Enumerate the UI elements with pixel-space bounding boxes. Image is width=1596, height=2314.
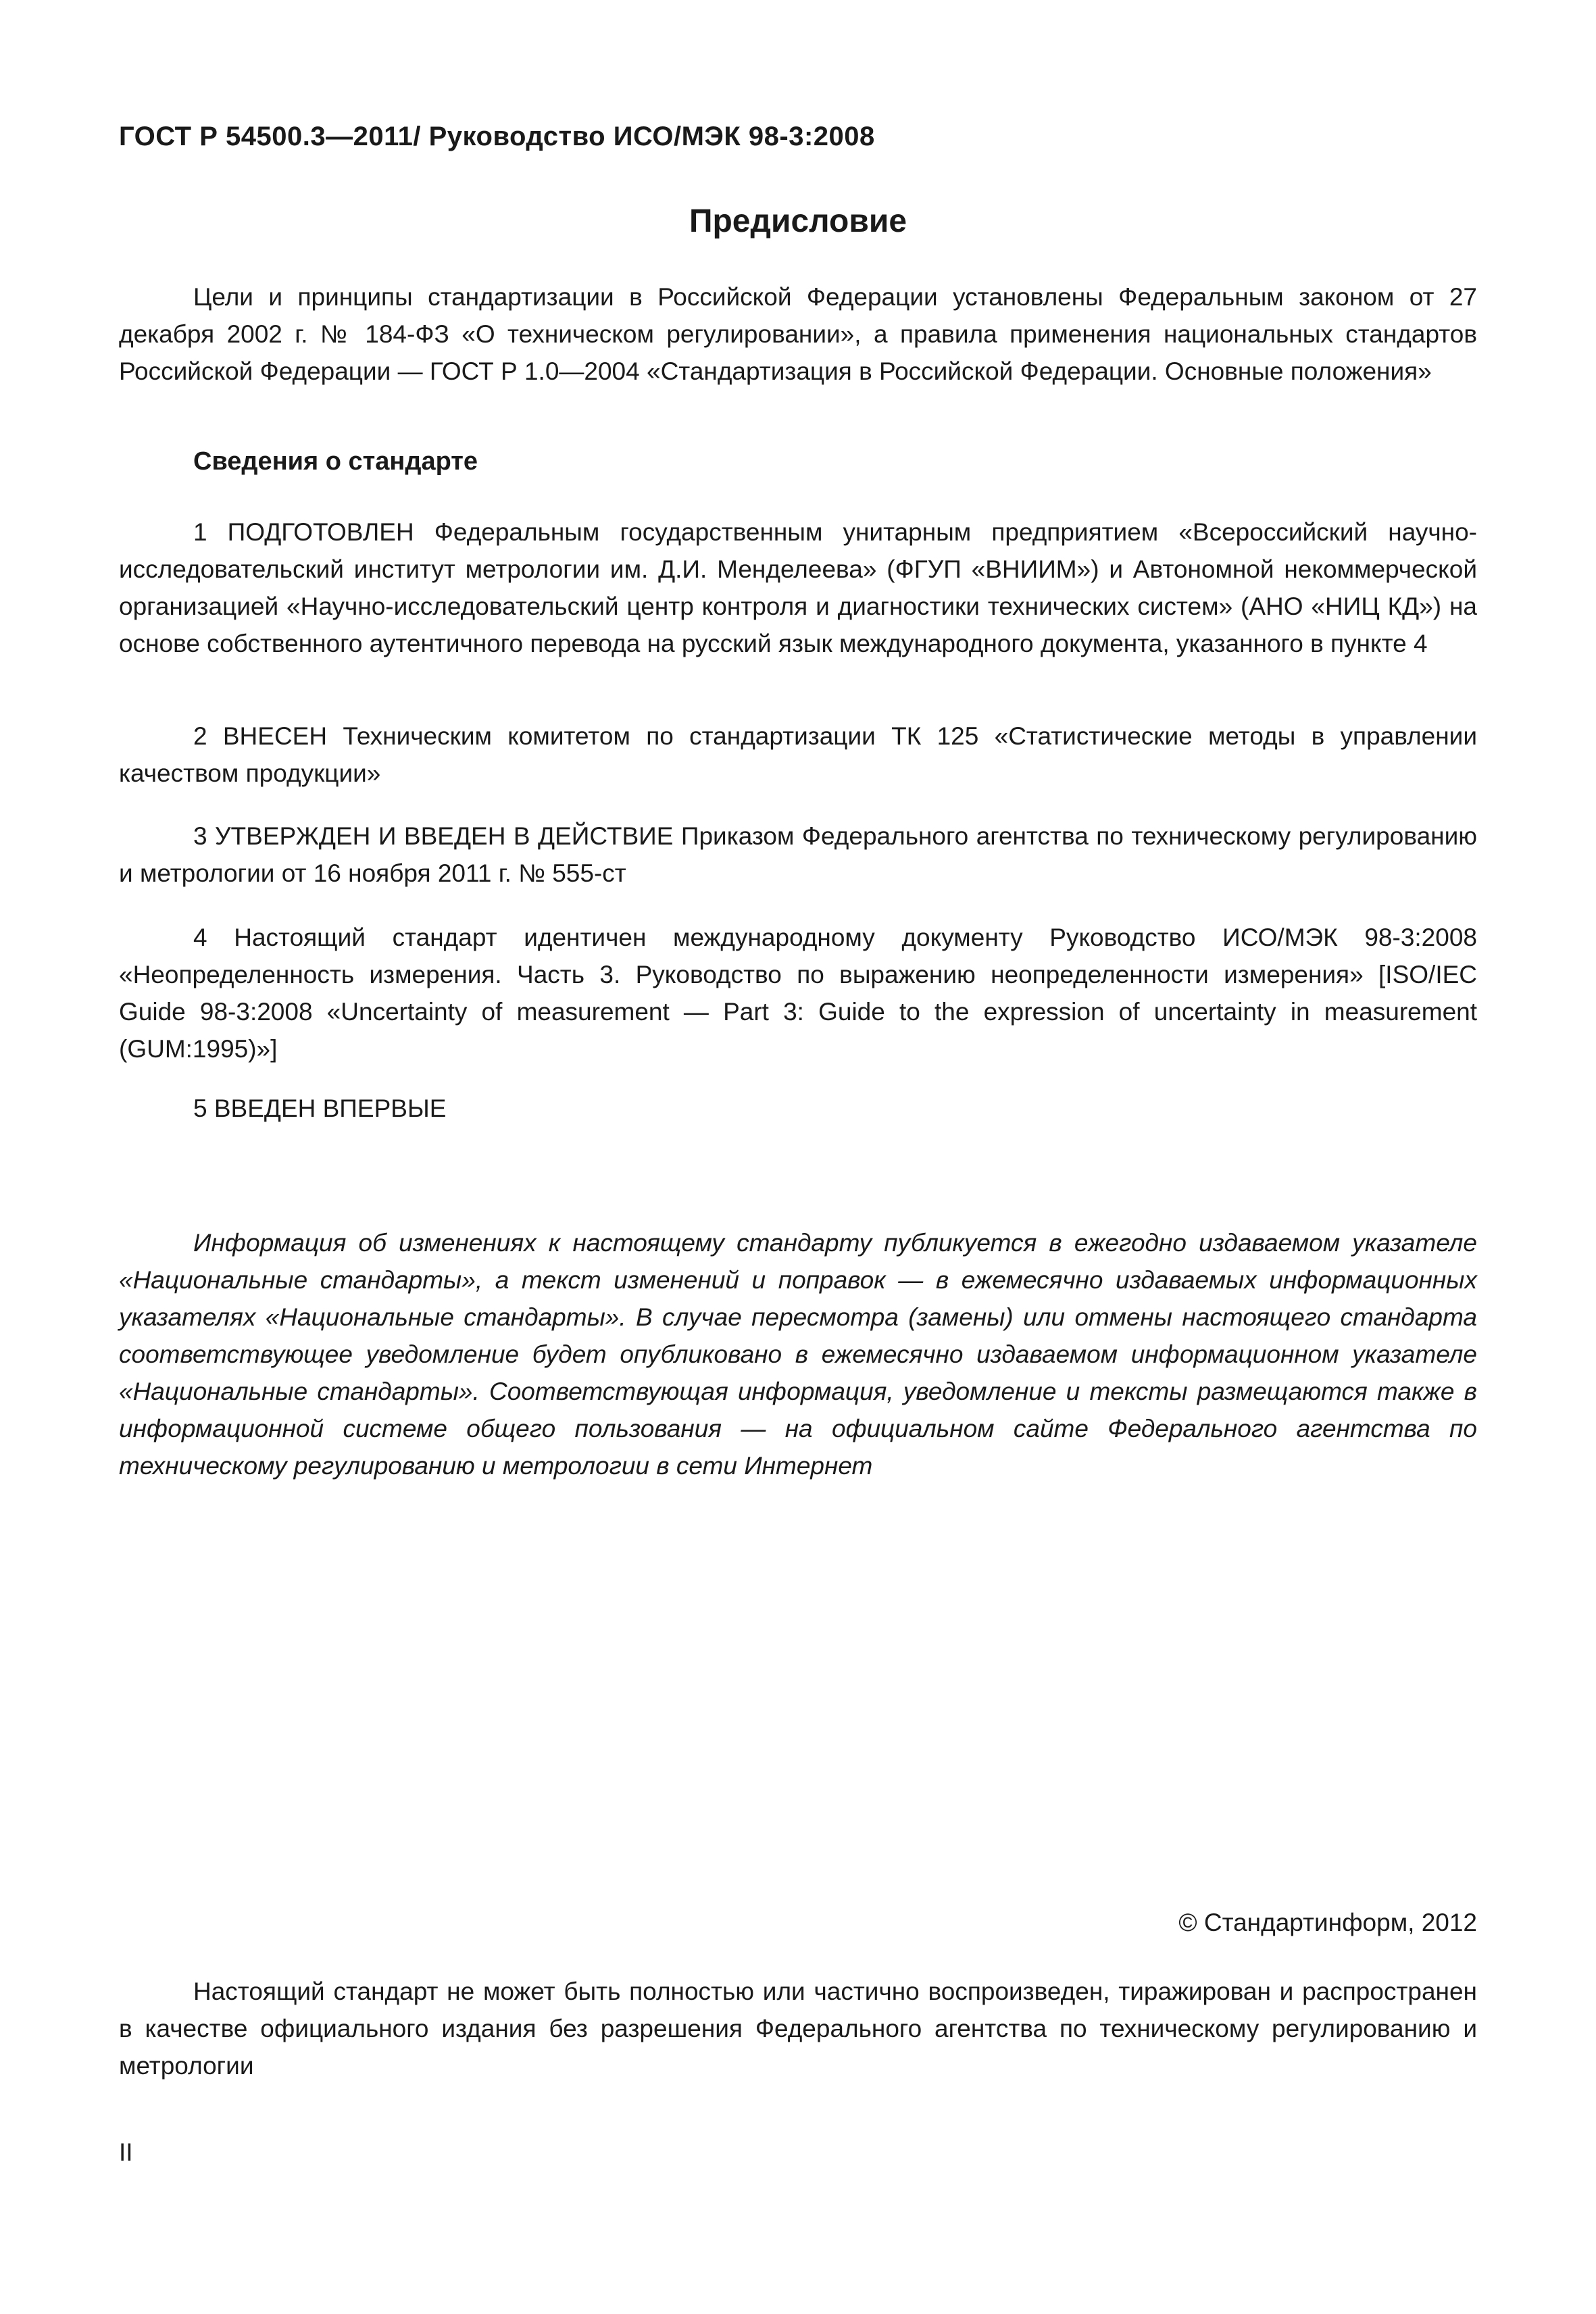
item-1-prepared: 1 ПОДГОТОВЛЕН Федеральным государственным унитарным предприятием «Всероссийский научно-исследовательский институт метрологии им. Д.И. Менделеева» (ФГУП «ВНИИМ») и Автономной некоммерческой организацией «Научно-исследовательский центр контроля и диагностики технических систем» (АНО «НИЦ КД») на основе собственного аутентичного перевода на русский язык международного документа, указанного в пункте 4 — [119, 518, 1477, 657]
page-number: II — [119, 2138, 133, 2166]
reproduction-notice: Настоящий стандарт не может быть полностью или частично воспроизведен, тиражирован и распространен в качестве официального издания без разрешения Федерального агентства по техническому регулированию и метрологии — [119, 1978, 1477, 2080]
standard-info-heading: Сведения о стандарте — [193, 447, 478, 476]
item-4-identical: 4 Настоящий стандарт идентичен международному документу Руководство ИСО/МЭК 98-3:2008 «Неопределенность измерения. Часть 3. Руководство по выражению неопределенности измерения» [ISO/IEC Guide 98-3:2008 «Uncertainty of measurement — Part 3: Guide to the expression of uncertainty in measurement (GUM:1995)»] — [119, 924, 1477, 1063]
document-header: ГОСТ Р 54500.3—2011/ Руководство ИСО/МЭК 98-3:2008 — [119, 122, 875, 151]
changes-notice: Информация об изменениях к настоящему стандарту публикуется в ежегодно издаваемом указателе «Национальные стандарты», а текст изменений и поправок — в ежемесячно издаваемых информационных указателях «Национальные стандарты». В случае пересмотра (замены) или отмены настоящего стандарта соответствующее уведомление будет опубликовано в ежемесячно издаваемом информационном указателе «Национальные стандарты». Соответствующая информация, уведомление и тексты размещаются также в информационной системе общего пользования — на официальном сайте Федерального агентства по техническому регулированию и метрологии в сети Интернет — [119, 1229, 1477, 1480]
intro-paragraph: Цели и принципы стандартизации в Российской Федерации установлены Федеральным законом от 27 декабря 2002 г. № 184-ФЗ «О техническом регулировании», а правила применения национальных стандартов Российской Федерации — ГОСТ Р 1.0—2004 «Стандартизация в Российской Федерации. Основные положения» — [119, 283, 1477, 385]
item-2-introduced: 2 ВНЕСЕН Техническим комитетом по стандартизации ТК 125 «Статистические методы в управлении качеством продукции» — [119, 722, 1477, 787]
copyright-line: © Стандартинформ, 2012 — [1178, 1909, 1477, 1936]
page-title: Предисловие — [689, 203, 907, 239]
item-3-approved: 3 УТВЕРЖДЕН И ВВЕДЕН В ДЕЙСТВИЕ Приказом Федерального агентства по техническому регулированию и метрологии от 16 ноября 2011 г. № 555-ст — [119, 822, 1477, 887]
item-5-first-introduced: 5 ВВЕДЕН ВПЕРВЫЕ — [193, 1095, 447, 1122]
